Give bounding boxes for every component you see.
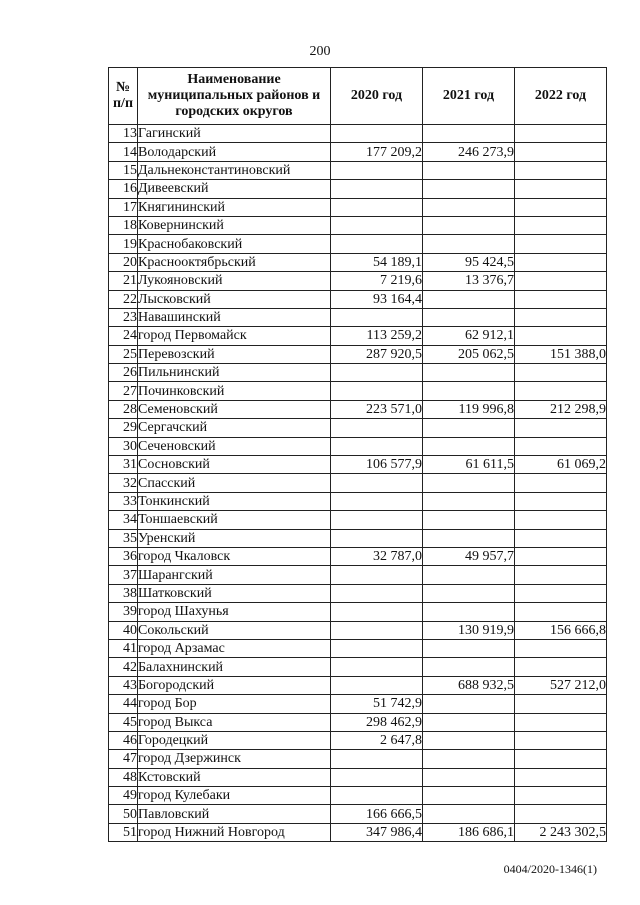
value-2022 — [515, 547, 607, 565]
table-row — [109, 547, 607, 565]
row-number: 47 — [109, 750, 138, 768]
value-2020 — [331, 474, 423, 492]
row-number: 35 — [109, 529, 138, 547]
value-2022 — [515, 511, 607, 529]
table-row — [109, 456, 607, 474]
value-2022 — [515, 198, 607, 216]
table-header-row — [109, 68, 607, 125]
header-2022: 2022 год — [515, 68, 607, 125]
value-2022: 212 298,9 — [515, 400, 607, 418]
value-2020 — [331, 180, 423, 198]
table-row — [109, 511, 607, 529]
value-2022 — [515, 750, 607, 768]
header-2021: 2021 год — [423, 68, 515, 125]
value-2021 — [423, 419, 515, 437]
value-2021: 130 919,9 — [423, 621, 515, 639]
value-2022 — [515, 805, 607, 823]
row-number: 15 — [109, 161, 138, 179]
value-2022 — [515, 125, 607, 143]
value-2020 — [331, 529, 423, 547]
municipality-name: Семеновский — [138, 400, 331, 418]
value-2020 — [331, 419, 423, 437]
value-2022 — [515, 272, 607, 290]
municipality-name: Лукояновский — [138, 272, 331, 290]
value-2020 — [331, 308, 423, 326]
value-2022 — [515, 768, 607, 786]
value-2022 — [515, 566, 607, 584]
table-row — [109, 161, 607, 179]
document-code: 0404/2020-1346(1) — [503, 862, 597, 876]
row-number: 16 — [109, 180, 138, 198]
value-2020: 166 666,5 — [331, 805, 423, 823]
row-number: 30 — [109, 437, 138, 455]
row-number: 17 — [109, 198, 138, 216]
table-row — [109, 768, 607, 786]
municipality-name: город Чкаловск — [138, 547, 331, 565]
municipality-name: город Шахунья — [138, 603, 331, 621]
row-number: 44 — [109, 695, 138, 713]
value-2022 — [515, 180, 607, 198]
value-2021 — [423, 290, 515, 308]
value-2022 — [515, 290, 607, 308]
value-2021 — [423, 235, 515, 253]
row-number: 31 — [109, 456, 138, 474]
value-2022 — [515, 492, 607, 510]
table-row — [109, 364, 607, 382]
row-number: 36 — [109, 547, 138, 565]
value-2022 — [515, 695, 607, 713]
municipality-name: Сосновский — [138, 456, 331, 474]
value-2022 — [515, 787, 607, 805]
value-2020: 347 986,4 — [331, 823, 423, 841]
value-2020 — [331, 676, 423, 694]
value-2020 — [331, 235, 423, 253]
table-row — [109, 695, 607, 713]
table-row — [109, 639, 607, 657]
value-2022: 527 212,0 — [515, 676, 607, 694]
municipality-name: город Выкса — [138, 713, 331, 731]
row-number: 27 — [109, 382, 138, 400]
municipality-name: Сокольский — [138, 621, 331, 639]
row-number: 18 — [109, 216, 138, 234]
value-2021: 95 424,5 — [423, 253, 515, 271]
table-row — [109, 327, 607, 345]
row-number: 20 — [109, 253, 138, 271]
row-number: 50 — [109, 805, 138, 823]
value-2020: 7 219,6 — [331, 272, 423, 290]
table-row — [109, 125, 607, 143]
value-2022 — [515, 658, 607, 676]
value-2021: 246 273,9 — [423, 143, 515, 161]
row-number: 37 — [109, 566, 138, 584]
table-row — [109, 492, 607, 510]
value-2020 — [331, 787, 423, 805]
table-row — [109, 823, 607, 841]
value-2022: 2 243 302,5 — [515, 823, 607, 841]
row-number: 43 — [109, 676, 138, 694]
municipality-name: Сергачский — [138, 419, 331, 437]
value-2022 — [515, 474, 607, 492]
municipality-name: Тонкинский — [138, 492, 331, 510]
value-2020: 106 577,9 — [331, 456, 423, 474]
value-2021: 62 912,1 — [423, 327, 515, 345]
value-2020: 32 787,0 — [331, 547, 423, 565]
table-row — [109, 529, 607, 547]
value-2021: 688 932,5 — [423, 676, 515, 694]
value-2020: 113 259,2 — [331, 327, 423, 345]
value-2020 — [331, 364, 423, 382]
municipality-name: город Дзержинск — [138, 750, 331, 768]
municipality-name: Балахнинский — [138, 658, 331, 676]
value-2020 — [331, 621, 423, 639]
municipality-name: Тоншаевский — [138, 511, 331, 529]
value-2021 — [423, 437, 515, 455]
municipality-name: Гагинский — [138, 125, 331, 143]
table-row — [109, 143, 607, 161]
table-row — [109, 566, 607, 584]
municipality-name: Уренский — [138, 529, 331, 547]
municipality-name: Шарангский — [138, 566, 331, 584]
value-2022: 61 069,2 — [515, 456, 607, 474]
value-2021 — [423, 474, 515, 492]
row-number: 33 — [109, 492, 138, 510]
value-2022 — [515, 603, 607, 621]
municipality-name: Навашинский — [138, 308, 331, 326]
value-2022 — [515, 253, 607, 271]
value-2021 — [423, 492, 515, 510]
row-number: 38 — [109, 584, 138, 602]
value-2020 — [331, 639, 423, 657]
row-number: 45 — [109, 713, 138, 731]
value-2020 — [331, 511, 423, 529]
value-2020 — [331, 768, 423, 786]
table-row — [109, 198, 607, 216]
value-2021 — [423, 198, 515, 216]
table-row — [109, 400, 607, 418]
municipality-name: Сеченовский — [138, 437, 331, 455]
budget-table — [108, 67, 607, 842]
value-2020: 223 571,0 — [331, 400, 423, 418]
row-number: 32 — [109, 474, 138, 492]
value-2022 — [515, 143, 607, 161]
table-row — [109, 235, 607, 253]
table-row — [109, 474, 607, 492]
value-2020 — [331, 492, 423, 510]
value-2020 — [331, 603, 423, 621]
value-2022 — [515, 216, 607, 234]
value-2020: 2 647,8 — [331, 731, 423, 749]
value-2022 — [515, 364, 607, 382]
table-row — [109, 787, 607, 805]
row-number: 13 — [109, 125, 138, 143]
value-2021 — [423, 382, 515, 400]
municipality-name: Кстовский — [138, 768, 331, 786]
value-2021 — [423, 180, 515, 198]
table-row — [109, 272, 607, 290]
row-number: 25 — [109, 345, 138, 363]
municipality-name: город Кулебаки — [138, 787, 331, 805]
value-2020 — [331, 566, 423, 584]
municipality-name: Перевозский — [138, 345, 331, 363]
header-2020: 2020 год — [331, 68, 423, 125]
table-row — [109, 676, 607, 694]
value-2020 — [331, 198, 423, 216]
value-2021 — [423, 584, 515, 602]
value-2022 — [515, 731, 607, 749]
value-2021: 205 062,5 — [423, 345, 515, 363]
table-row — [109, 419, 607, 437]
value-2021 — [423, 216, 515, 234]
row-number: 46 — [109, 731, 138, 749]
value-2022 — [515, 327, 607, 345]
value-2021 — [423, 161, 515, 179]
value-2021 — [423, 787, 515, 805]
table-row — [109, 603, 607, 621]
value-2021: 119 996,8 — [423, 400, 515, 418]
value-2020 — [331, 584, 423, 602]
municipality-name: Княгининский — [138, 198, 331, 216]
municipality-name: Дивеевский — [138, 180, 331, 198]
municipality-name: Спасский — [138, 474, 331, 492]
row-number: 29 — [109, 419, 138, 437]
municipality-name: Краснооктябрьский — [138, 253, 331, 271]
value-2020: 51 742,9 — [331, 695, 423, 713]
municipality-name: Павловский — [138, 805, 331, 823]
row-number: 24 — [109, 327, 138, 345]
municipality-name: Богородский — [138, 676, 331, 694]
row-number: 41 — [109, 639, 138, 657]
municipality-name: город Арзамас — [138, 639, 331, 657]
table-row — [109, 621, 607, 639]
value-2020 — [331, 125, 423, 143]
value-2021: 49 957,7 — [423, 547, 515, 565]
value-2021 — [423, 695, 515, 713]
value-2020 — [331, 382, 423, 400]
value-2021: 13 376,7 — [423, 272, 515, 290]
value-2021 — [423, 805, 515, 823]
table-row — [109, 382, 607, 400]
municipality-name: Пильнинский — [138, 364, 331, 382]
value-2021 — [423, 750, 515, 768]
value-2021 — [423, 308, 515, 326]
table-row — [109, 180, 607, 198]
row-number: 21 — [109, 272, 138, 290]
value-2020 — [331, 658, 423, 676]
value-2022 — [515, 584, 607, 602]
table-row — [109, 731, 607, 749]
value-2021 — [423, 364, 515, 382]
value-2020: 54 189,1 — [331, 253, 423, 271]
value-2022 — [515, 419, 607, 437]
value-2021 — [423, 658, 515, 676]
value-2020 — [331, 216, 423, 234]
row-number: 40 — [109, 621, 138, 639]
municipality-name: город Нижний Новгород — [138, 823, 331, 841]
table-row — [109, 345, 607, 363]
header-num: № п/п — [109, 68, 138, 125]
value-2020: 177 209,2 — [331, 143, 423, 161]
table-body — [109, 125, 607, 842]
value-2022 — [515, 529, 607, 547]
table-row — [109, 658, 607, 676]
page-number: 200 — [309, 44, 331, 59]
value-2020 — [331, 161, 423, 179]
municipality-name: Краснобаковский — [138, 235, 331, 253]
value-2022 — [515, 713, 607, 731]
value-2022 — [515, 639, 607, 657]
row-number: 14 — [109, 143, 138, 161]
row-number: 26 — [109, 364, 138, 382]
value-2021 — [423, 768, 515, 786]
table-row — [109, 713, 607, 731]
value-2021 — [423, 713, 515, 731]
value-2021 — [423, 125, 515, 143]
row-number: 51 — [109, 823, 138, 841]
table-row — [109, 216, 607, 234]
table-row — [109, 253, 607, 271]
value-2020: 287 920,5 — [331, 345, 423, 363]
value-2021 — [423, 603, 515, 621]
value-2021 — [423, 511, 515, 529]
municipality-name: Починковский — [138, 382, 331, 400]
value-2022 — [515, 161, 607, 179]
table-row — [109, 290, 607, 308]
row-number: 22 — [109, 290, 138, 308]
row-number: 34 — [109, 511, 138, 529]
table-row — [109, 584, 607, 602]
value-2021 — [423, 529, 515, 547]
value-2020: 298 462,9 — [331, 713, 423, 731]
table-row — [109, 805, 607, 823]
value-2022 — [515, 437, 607, 455]
value-2020 — [331, 750, 423, 768]
table-row — [109, 308, 607, 326]
value-2022 — [515, 235, 607, 253]
row-number: 39 — [109, 603, 138, 621]
value-2022: 151 388,0 — [515, 345, 607, 363]
row-number: 48 — [109, 768, 138, 786]
row-number: 19 — [109, 235, 138, 253]
municipality-name: Ковернинский — [138, 216, 331, 234]
value-2022 — [515, 382, 607, 400]
municipality-name: Шатковский — [138, 584, 331, 602]
municipality-name: Городецкий — [138, 731, 331, 749]
municipality-name: Володарский — [138, 143, 331, 161]
value-2022: 156 666,8 — [515, 621, 607, 639]
municipality-name: город Бор — [138, 695, 331, 713]
value-2021 — [423, 731, 515, 749]
row-number: 28 — [109, 400, 138, 418]
table-row — [109, 750, 607, 768]
value-2021: 186 686,1 — [423, 823, 515, 841]
row-number: 42 — [109, 658, 138, 676]
municipality-name: Лысковский — [138, 290, 331, 308]
value-2020: 93 164,4 — [331, 290, 423, 308]
value-2021 — [423, 566, 515, 584]
value-2020 — [331, 437, 423, 455]
value-2021: 61 611,5 — [423, 456, 515, 474]
table-row — [109, 437, 607, 455]
row-number: 49 — [109, 787, 138, 805]
value-2021 — [423, 639, 515, 657]
row-number: 23 — [109, 308, 138, 326]
municipality-name: город Первомайск — [138, 327, 331, 345]
header-name: Наименование муниципальных районов и городских округов — [138, 68, 331, 125]
value-2022 — [515, 308, 607, 326]
municipality-name: Дальнеконстантиновский — [138, 161, 331, 179]
